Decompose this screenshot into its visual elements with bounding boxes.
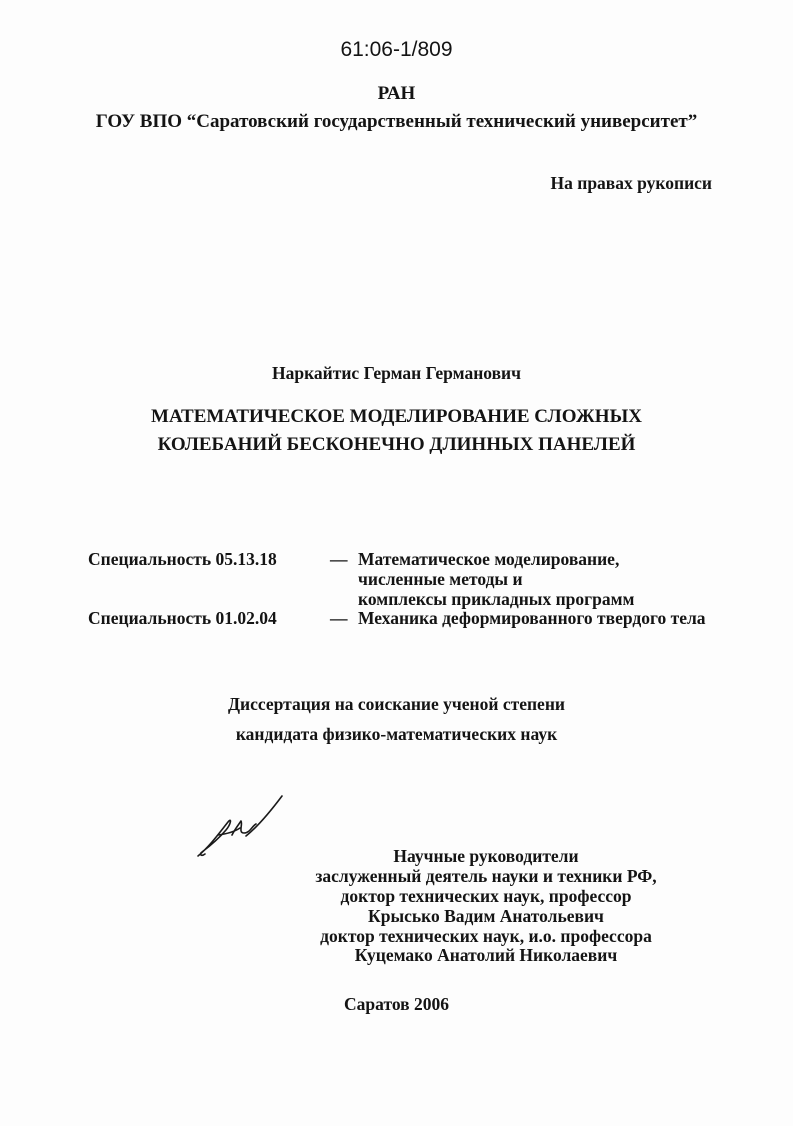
university-name: ГОУ ВПО “Саратовский государственный технический университет” <box>95 111 698 132</box>
degree-line: Диссертация на соискание ученой степени <box>228 694 565 714</box>
supervisors-line: Научные руководители <box>393 846 579 866</box>
supervisors-line: заслуженный деятель науки и техники РФ, <box>315 866 657 886</box>
specialty-dash: — <box>330 549 348 569</box>
city-year: Саратов 2006 <box>344 994 449 1014</box>
rights-note: На правах рукописи <box>550 173 712 193</box>
specialty-description-line: комплексы прикладных программ <box>358 589 635 609</box>
supervisor-name: Крысько Вадим Анатольевич <box>368 906 604 926</box>
dissertation-title-line: КОЛЕБАНИЙ БЕСКОНЕЧНО ДЛИННЫХ ПАНЕЛЕЙ <box>157 434 636 455</box>
supervisors-line: доктор технических наук, и.о. профессора <box>320 926 652 946</box>
shelfmark: 61:06-1/809 <box>340 38 453 61</box>
specialty-description-line: Математическое моделирование, <box>358 549 620 569</box>
specialty-dash: — <box>330 608 348 628</box>
specialty-label: Специальность 01.02.04 <box>88 608 277 628</box>
specialty-description-line: численные методы и <box>358 569 523 589</box>
supervisors-line: доктор технических наук, профессор <box>340 886 632 906</box>
specialty-label: Специальность 05.13.18 <box>88 549 277 569</box>
specialty-description-line: Механика деформированного твердого тела <box>358 608 706 628</box>
author-name: Наркайтис Герман Германович <box>272 363 521 383</box>
degree-line: кандидата физико-математических наук <box>235 724 558 744</box>
dissertation-title-line: МАТЕМАТИЧЕСКОЕ МОДЕЛИРОВАНИЕ СЛОЖНЫХ <box>151 406 642 427</box>
organization: РАН <box>377 83 416 104</box>
supervisor-name: Куцемако Анатолий Николаевич <box>354 945 618 965</box>
